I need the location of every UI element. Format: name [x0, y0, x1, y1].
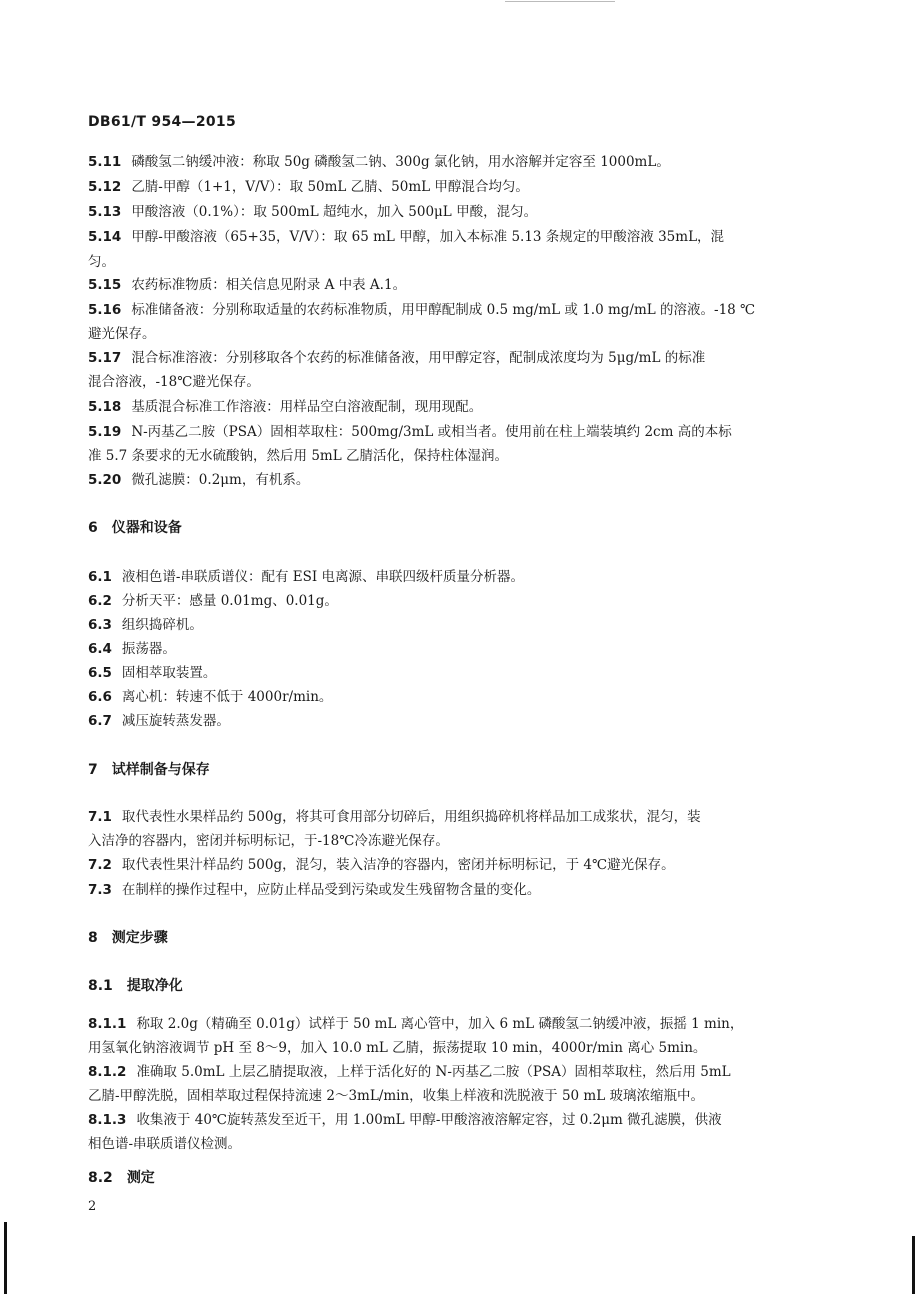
item-5-19-cont: 准 5.7 条要求的无水硫酸钠，然后用 5mL 乙腈活化，保持柱体湿润。: [88, 448, 508, 464]
page-number: 2: [88, 1199, 97, 1214]
item-5-14: 5.14 甲醇-甲酸溶液（65+35，V/V）：取 65 mL 甲醇，加入本标准 5.13 条规定的甲酸溶液 35mL，混: [88, 229, 725, 245]
item-6-4: 6.4 振荡器。: [88, 641, 176, 657]
item-5-11: 5.11 磷酸氢二钠缓冲液：称取 50g 磷酸氢二钠、300g 氯化钠，用水溶解并定容至 1000mL。: [88, 154, 670, 170]
item-5-16: 5.16 标准储备液：分别称取适量的农药标准物质，用甲醇配制成 0.5 mg/mL 或 1.0 mg/mL 的溶液。-18 ℃: [88, 302, 756, 318]
item-5-15: 5.15 农药标准物质：相关信息见附录 A 中表 A.1。: [88, 277, 407, 293]
item-6-1: 6.1 液相色谱-串联质谱仪：配有 ESI 电离源、串联四级杆质量分析器。: [88, 569, 525, 585]
item-5-16-cont: 避光保存。: [88, 326, 156, 342]
item-6-2: 6.2 分析天平：感量 0.01mg、0.01g。: [88, 593, 338, 609]
section-8-2-heading: 8.2 测定: [88, 1170, 155, 1186]
scan-artifact-left: [4, 1222, 7, 1294]
item-7-1: 7.1 取代表性水果样品约 500g，将其可食用部分切碎后，用组织捣碎机将样品加工成浆状，混匀，装: [88, 809, 701, 825]
item-5-17-cont: 混合溶液，-18℃避光保存。: [88, 374, 260, 390]
item-7-2: 7.2 取代表性果汁样品约 500g，混匀，装入洁净的容器内，密闭并标明标记，于 4℃避光保存。: [88, 857, 675, 873]
doc-code: DB61/T 954—2015: [88, 114, 236, 130]
item-6-7: 6.7 减压旋转蒸发器。: [88, 713, 230, 729]
item-8-1-2-cont: 乙腈-甲醇洗脱，固相萃取过程保持流速 2～3mL/min，收集上样液和洗脱液于 50 mL 玻璃浓缩瓶中。: [88, 1088, 704, 1104]
item-5-13: 5.13 甲酸溶液（0.1%）：取 500mL 超纯水，加入 500μL 甲酸，混匀。: [88, 204, 538, 220]
section-7-heading: 7 试样制备与保存: [88, 762, 210, 778]
scan-artifact-right: [912, 1236, 915, 1294]
item-5-20: 5.20 微孔滤膜：0.2μm，有机系。: [88, 472, 310, 488]
item-8-1-2: 8.1.2 准确取 5.0mL 上层乙腈提取液，上样于活化好的 N-丙基乙二胺（PSA）固相萃取柱，然后用 5mL: [88, 1064, 731, 1080]
item-5-12: 5.12 乙腈-甲醇（1+1，V/V）：取 50mL 乙腈、50mL 甲醇混合均匀。: [88, 179, 529, 195]
section-6-heading: 6 仪器和设备: [88, 520, 182, 536]
item-6-6: 6.6 离心机：转速不低于 4000r/min。: [88, 689, 333, 705]
item-7-3: 7.3 在制样的操作过程中，应防止样品受到污染或发生残留物含量的变化。: [88, 882, 541, 898]
section-8-heading: 8 测定步骤: [88, 930, 168, 946]
section-8-1-heading: 8.1 提取净化: [88, 978, 183, 994]
scan-artifact-top: [505, 1, 615, 2]
item-5-18: 5.18 基质混合标准工作溶液：用样品空白溶液配制，现用现配。: [88, 399, 483, 415]
item-8-1-3-cont: 相色谱-串联质谱仪检测。: [88, 1136, 242, 1152]
item-5-14-cont: 匀。: [88, 254, 115, 270]
item-8-1-1: 8.1.1 称取 2.0g（精确至 0.01g）试样于 50 mL 离心管中，加入 6 mL 磷酸氢二钠缓冲液，振摇 1 min，: [88, 1016, 744, 1032]
item-5-19: 5.19 N-丙基乙二胺（PSA）固相萃取柱：500mg/3mL 或相当者。使用前在柱上端装填约 2cm 高的本标: [88, 424, 732, 440]
item-8-1-1-cont: 用氢氧化钠溶液调节 pH 至 8～9，加入 10.0 mL 乙腈，振荡提取 10 min，4000r/min 离心 5min。: [88, 1040, 707, 1056]
item-5-17: 5.17 混合标准溶液：分别移取各个农药的标准储备液，用甲醇定容，配制成浓度均为 5μg/mL 的标准: [88, 350, 706, 366]
item-6-3: 6.3 组织捣碎机。: [88, 617, 203, 633]
item-6-5: 6.5 固相萃取装置。: [88, 665, 217, 681]
item-8-1-3: 8.1.3 收集液于 40℃旋转蒸发至近干，用 1.00mL 甲醇-甲酸溶液溶解定容，过 0.2μm 微孔滤膜，供液: [88, 1112, 722, 1128]
item-7-1-cont: 入洁净的容器内，密闭并标明标记，于-18℃冷冻避光保存。: [88, 833, 449, 849]
